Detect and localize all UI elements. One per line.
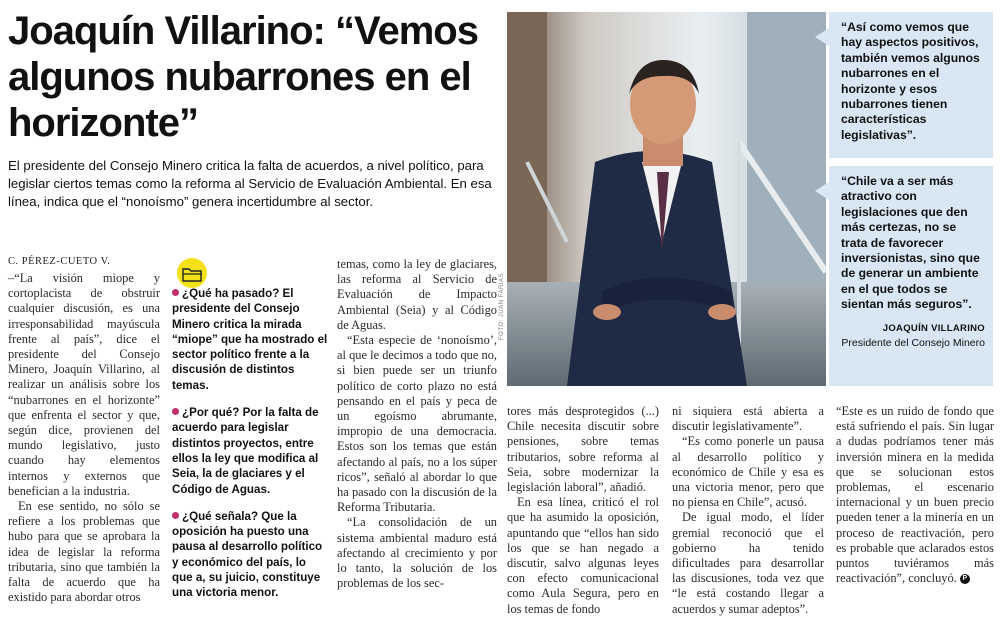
body-column-6 bbox=[836, 404, 994, 586]
photo-credit: FOTO: JUAN FARIAS bbox=[499, 272, 505, 340]
body-paragraph: –“La visión miope y cortoplacista de obstruir cualquier discusión, es una irresponsabilidad mayúscula frente al país”, dice el presidente del Consejo Minero, Joaquín Villarino, al realizar un análisis sobre los “nubarrones en el horizonte” que enfrenta el sector y que, según dice, provienen del mundo legislativo, justo cuando hay elementos internos y externos que benefician a la industria. bbox=[8, 271, 160, 498]
body-paragraph: temas, como la ley de glaciares, las reforma al Servicio de Evaluación de Impacto Ambiental (Seia) y al Código de Aguas. bbox=[337, 257, 497, 332]
body-paragraph bbox=[836, 404, 994, 586]
quote-attribution-role: Presidente del Consejo Minero bbox=[841, 337, 985, 350]
folder-icon bbox=[175, 258, 209, 288]
body-paragraph: En ese sentido, no sólo se refiere a los problemas que hubo para que se aprobara la idea de legislar la reforma tributaria, sino que también la falta de acuerdo que ha existido para abordar otros bbox=[8, 499, 160, 605]
body-paragraph: ni siquiera está abierta a discutir legislativamente”. bbox=[672, 404, 824, 434]
body-paragraph: “Esta especie de ‘nonoísmo’, al que le decimos a todo que no, si bien puede ser un triunfo político de corto plazo no está pensando en el país y peca de un egoísmo abrumante, impropio de una democracia. Estos son los temas que están afectando al país, no a los súper ricos”, señaló al abordar lo que ha pasado con la discusión de la Reforma Tributaria. bbox=[337, 333, 497, 515]
quote-attribution-name: JOAQUÍN VILLARINO bbox=[882, 322, 985, 334]
lead-paragraph: El presidente del Consejo Minero critica la falta de acuerdos, a nivel político, para legislar ciertos temas como la reforma al Servicio de Evaluación Ambiental. En esa línea, indica que el “nonoísmo” genera incertidumbre al sector. bbox=[8, 158, 492, 209]
pull-quote-2-text: “Chile va a ser más atractivo con legislaciones que den más certezas, no se trata de favorecer inversionistas, sino que de generar un ambiente en el que todos se sientan más seguros”. bbox=[841, 174, 980, 312]
pull-quote-2 bbox=[829, 166, 993, 386]
body-paragraph-text: “Este es un ruido de fondo que está sufriendo el país. Sin lugar a dudas podríamos tener más inversión minera en la medida que se solucionan estos problemas, el escenario internacional y un buen precio pueden tener a la minería en un proceso de reactivación, pero es probable que aclarados estos puntos tuviéramos más reactivación”, concluyó. bbox=[836, 404, 994, 586]
body-column-5 bbox=[672, 404, 824, 617]
pull-quote-1 bbox=[829, 12, 993, 158]
end-mark-icon: P bbox=[960, 574, 970, 584]
sidebar-answer: Por la falta de acuerdo para legislar distintos proyectos, entre ellos la ley que modifica al Seia, la de glaciares y el Código de Aguas. bbox=[172, 406, 319, 496]
body-paragraph: “La consolidación de un sistema ambiental maduro está afectando al crecimiento y por lo tanto, la solución de los problemas de los sec- bbox=[337, 515, 497, 591]
headline: Joaquín Villarino: “Vemos algunos nubarrones en el horizonte” bbox=[8, 9, 478, 145]
sidebar-question: ¿Qué señala? bbox=[182, 509, 259, 523]
sidebar-answer: Que la oposición ha puesto una pausa al desarrollo político y económico del país, lo que a, su juicio, constituye una victoria menor. bbox=[172, 509, 323, 600]
body-column-1 bbox=[8, 271, 160, 605]
byline: C. PÉREZ-CUETO V. bbox=[8, 256, 111, 267]
body-paragraph: En esa línea, criticó el rol que ha asumido la oposición, apuntando que “ellos han sido los que se han negado a discutir, salvo algunas leyes con efecto comunicacional como Aula Segura, pero en los temas de fondo bbox=[507, 495, 659, 616]
sidebar-item bbox=[172, 509, 328, 601]
body-column-4 bbox=[507, 404, 659, 617]
sidebar-question: ¿Por qué? bbox=[182, 406, 240, 420]
sidebar-item bbox=[172, 286, 328, 393]
bullet-icon bbox=[172, 408, 179, 415]
body-column-3 bbox=[337, 257, 497, 591]
sidebar-qa bbox=[172, 286, 328, 613]
sidebar-item bbox=[172, 405, 328, 497]
sidebar-answer: El presidente del Consejo Minero critica la mirada “miope” que ha mostrado el sector político frente a la discusión de distintos temas. bbox=[172, 287, 328, 392]
sidebar-question: ¿Qué ha pasado? bbox=[182, 287, 280, 300]
portrait-photo bbox=[507, 12, 826, 386]
pull-quote-1-text: “Así como vemos que hay aspectos positivos, también vemos algunos nubarrones en el horizonte y esos nubarrones tienen características legislativas”. bbox=[841, 20, 980, 142]
body-paragraph: “Es como ponerle un pausa al desarrollo político y económico de Chile y esa es una victoria menor, pero que no piensa en Chile”, acusó. bbox=[672, 434, 824, 510]
body-paragraph: tores más desprotegidos (...) Chile necesita discutir sobre pensiones, sobre temas tributarios, sobre reforma al Seia, sobre modernizar la legislación laboral”, añadió. bbox=[507, 404, 659, 495]
bullet-icon bbox=[172, 512, 179, 519]
bullet-icon bbox=[172, 289, 179, 296]
body-paragraph: De igual modo, el líder gremial reconoció que el gobierno ha tenido dificultades para desarrollar las discusiones, toda vez que “le está costando llegar a acuerdos y sumar adeptos”. bbox=[672, 510, 824, 616]
